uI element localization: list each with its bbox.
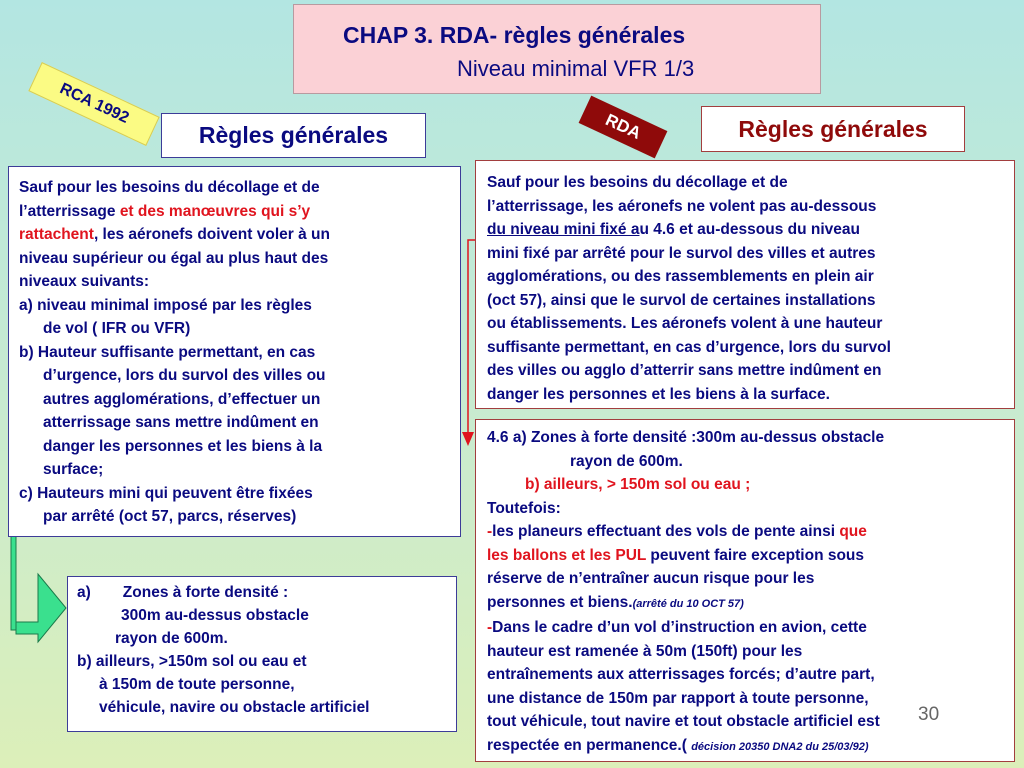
text-line: surface;	[43, 461, 104, 478]
text-line: ou établissements. Les aéronefs volent à une hauteur	[487, 315, 883, 332]
citation-text: décision 20350 DNA2 du 25/03/92)	[691, 740, 869, 753]
text-line: Sauf pour les besoins du décollage et de	[487, 174, 788, 191]
text-line: 300m au-dessus obstacle	[121, 607, 309, 624]
slide-subtitle: Niveau minimal VFR 1/3	[457, 56, 695, 81]
highlight-text: rattachent	[19, 226, 94, 243]
text-line: mini fixé par arrêté pour le survol des villes et autres	[487, 244, 876, 262]
text-line: suffisante permettant, en cas d’urgence, lors du survol	[487, 338, 891, 356]
text-line: l’atterrissage, les aéronefs ne volent pas au-dessous	[487, 197, 877, 215]
text-line: autres agglomérations, d’effectuer un	[43, 390, 321, 408]
text-line: c) Hauteurs mini qui peuvent être fixées	[19, 484, 313, 502]
left-rules-panel	[8, 166, 461, 537]
text-line: les ballons et les PUL peuvent faire exception sous	[487, 546, 865, 564]
text-line: (oct 57), ainsi que le survol de certaines installations	[487, 291, 876, 309]
text-line: réserve de n’entraîner aucun risque pour les	[487, 570, 815, 587]
summary-box	[67, 576, 457, 732]
text-line: respectée en permanence.( décision 20350 DNA2 du 25/03/92)	[487, 736, 869, 754]
right-header: Règles générales	[701, 106, 965, 152]
text-line: Toutefois:	[487, 499, 561, 517]
text-line: danger les personnes et les biens à la surface.	[487, 385, 830, 403]
text-line: atterrissage sans mettre indûment en	[43, 414, 319, 431]
text-line: a) Zones à forte densité :	[77, 584, 289, 601]
text-line: du niveau mini fixé au 4.6 et au-dessous du niveau	[487, 221, 860, 238]
text-line: véhicule, navire ou obstacle artificiel	[99, 699, 370, 716]
text-line: niveaux suivants:	[19, 273, 150, 290]
text-line: agglomérations, ou des rassemblements en plein air	[487, 268, 874, 285]
text-line: de vol ( IFR ou VFR)	[43, 320, 191, 337]
text-line: entraînements aux atterrissages forcés; d’autre part,	[487, 666, 875, 683]
slide-title: CHAP 3. RDA- règles générales	[343, 22, 686, 48]
citation-text: (arrêté du 10 OCT 57)	[632, 597, 744, 610]
text-line: à 150m de toute personne,	[99, 676, 295, 693]
text-line: danger les personnes et les biens à la	[43, 437, 323, 455]
highlight-text: les ballons et les PUL	[487, 546, 647, 564]
text-line: -les planeurs effectuant des vols de pente ainsi que	[487, 523, 867, 540]
text-line: hauteur est ramenée à 50m (150ft) pour les	[487, 642, 803, 660]
rda-tag: RDA	[579, 96, 668, 159]
text-line: d’urgence, lors du survol des villes ou	[43, 367, 326, 384]
rca-1992-tag: RCA 1992	[28, 62, 159, 146]
text-line: b) ailleurs, >150m sol ou eau et	[77, 653, 307, 670]
text-line: niveau supérieur ou égal au plus haut des	[19, 249, 329, 267]
text-line: personnes et biens.(arrêté du 10 OCT 57)	[487, 593, 744, 611]
text-line: 4.6 a) Zones à forte densité :300m au-dessus obstacle	[487, 429, 885, 446]
text-line: des villes ou agglo d’atterrir sans mettre indûment en	[487, 362, 882, 379]
text-line: b) ailleurs, > 150m sol ou eau ;	[525, 476, 751, 493]
text-line: par arrêté (oct 57, parcs, réserves)	[43, 508, 297, 525]
text-line: tout véhicule, tout navire et tout obstacle artificiel est	[487, 713, 880, 730]
highlight-text: et des manœuvres qui s’y	[119, 202, 311, 220]
text-line: Sauf pour les besoins du décollage et de	[19, 179, 320, 196]
text-line: b) Hauteur suffisante permettant, en cas	[19, 343, 316, 361]
text-line: a) niveau minimal imposé par les règles	[19, 296, 312, 314]
text-line: rattachent, les aéronefs doivent voler à un	[19, 226, 330, 243]
text-line: l’atterrissage et des manœuvres qui s’y	[19, 202, 311, 220]
left-header: Règles générales	[161, 113, 426, 158]
text-line: rayon de 600m.	[570, 452, 683, 470]
highlight-text: que	[839, 523, 867, 540]
text-line: rayon de 600m.	[115, 630, 228, 647]
text-line: -Dans le cadre d’un vol d’instruction en avion, cette	[487, 619, 867, 636]
text-line: une distance de 150m par rapport à toute personne,	[487, 689, 869, 707]
page-number: 30	[918, 704, 940, 725]
underlined-text: du niveau mini fixé a	[487, 221, 640, 238]
right-rules-panel	[475, 160, 1015, 409]
